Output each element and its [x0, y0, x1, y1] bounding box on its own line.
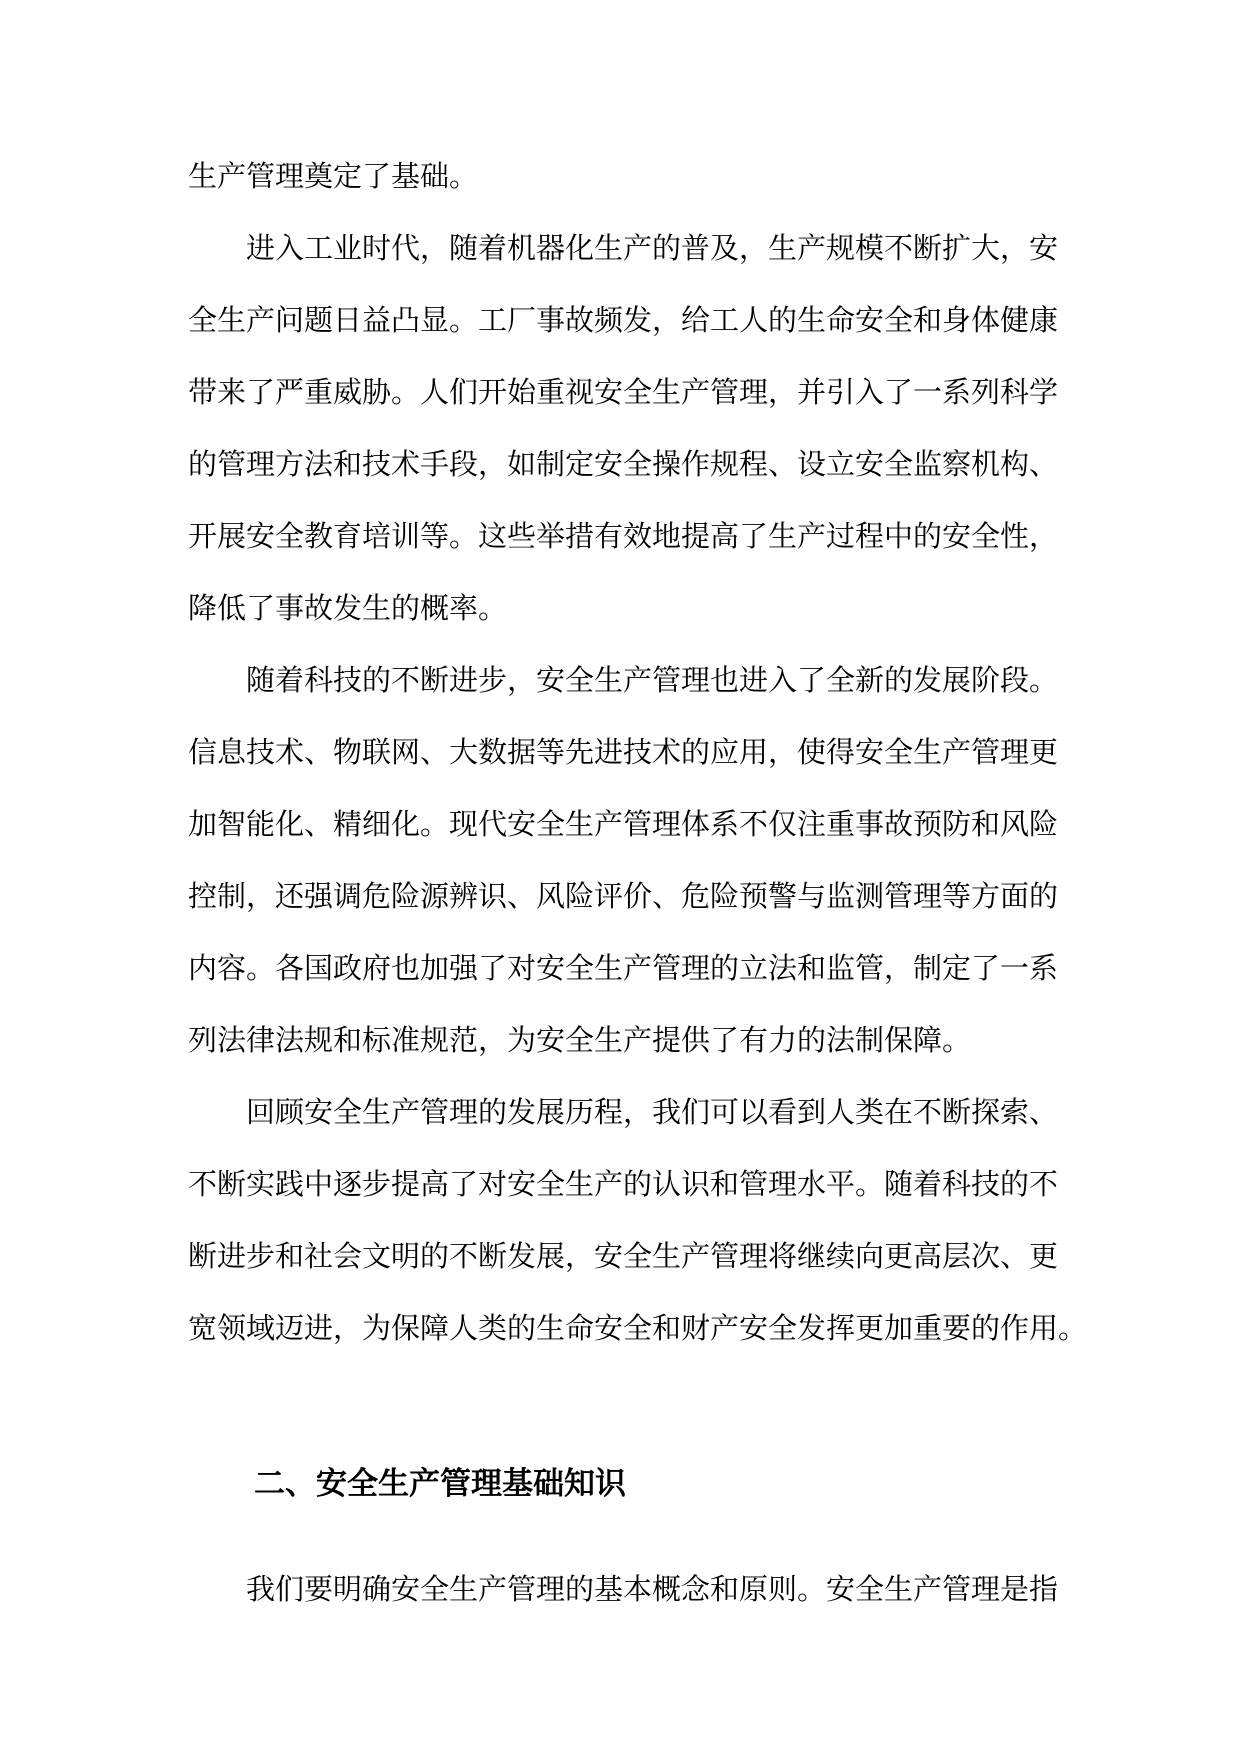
- text-line: 控制，还强调危险源辨识、风险评价、危险预警与监测管理等方面的: [188, 879, 1059, 913]
- paragraph: [188, 1076, 1088, 1364]
- text-line: 全生产问题日益凸显。工厂事故频发，给工人的生命安全和身体健康: [188, 303, 1059, 337]
- text-line: 列法律法规和标准规范，为安全生产提供了有力的法制保障。: [188, 1023, 972, 1057]
- text-line: 回顾安全生产管理的发展历程，我们可以看到人类在不断探索、: [246, 1095, 1059, 1129]
- text-line: 断进步和社会文明的不断发展，安全生产管理将继续向更高层次、更: [188, 1239, 1059, 1273]
- document-body: [188, 140, 1088, 1364]
- text-line: 生产管理奠定了基础。: [188, 159, 479, 193]
- text-line: 的管理方法和技术手段，如制定安全操作规程、设立安全监察机构、: [188, 447, 1059, 481]
- text-line: 我们要明确安全生产管理的基本概念和原则。安全生产管理是指: [246, 1572, 1059, 1606]
- text-line: 带来了严重威胁。人们开始重视安全生产管理，并引入了一系列科学: [188, 375, 1059, 409]
- paragraph: [188, 140, 1058, 212]
- text-line: 不断实践中逐步提高了对安全生产的认识和管理水平。随着科技的不: [188, 1167, 1059, 1201]
- text-line: 宽领域迈进，为保障人类的生命安全和财产安全发挥更加重要的作用。: [188, 1311, 1088, 1345]
- paragraph: [188, 644, 1058, 1076]
- text-line: 进入工业时代，随着机器化生产的普及，生产规模不断扩大，安: [246, 231, 1059, 265]
- text-line: 降低了事故发生的概率。: [188, 591, 508, 625]
- text-line: 加智能化、精细化。现代安全生产管理体系不仅注重事故预防和风险: [188, 807, 1059, 841]
- section-body: [188, 1553, 1058, 1625]
- text-line: 随着科技的不断进步，安全生产管理也进入了全新的发展阶段。: [246, 663, 1059, 697]
- text-line: 信息技术、物联网、大数据等先进技术的应用，使得安全生产管理更: [188, 735, 1059, 769]
- text-line: 开展安全教育培训等。这些举措有效地提高了生产过程中的安全性，: [188, 519, 1059, 553]
- section-heading: 二、安全生产管理基础知识: [254, 1466, 626, 1502]
- paragraph: [188, 212, 1058, 644]
- text-line: 内容。各国政府也加强了对安全生产管理的立法和监管，制定了一系: [188, 951, 1059, 985]
